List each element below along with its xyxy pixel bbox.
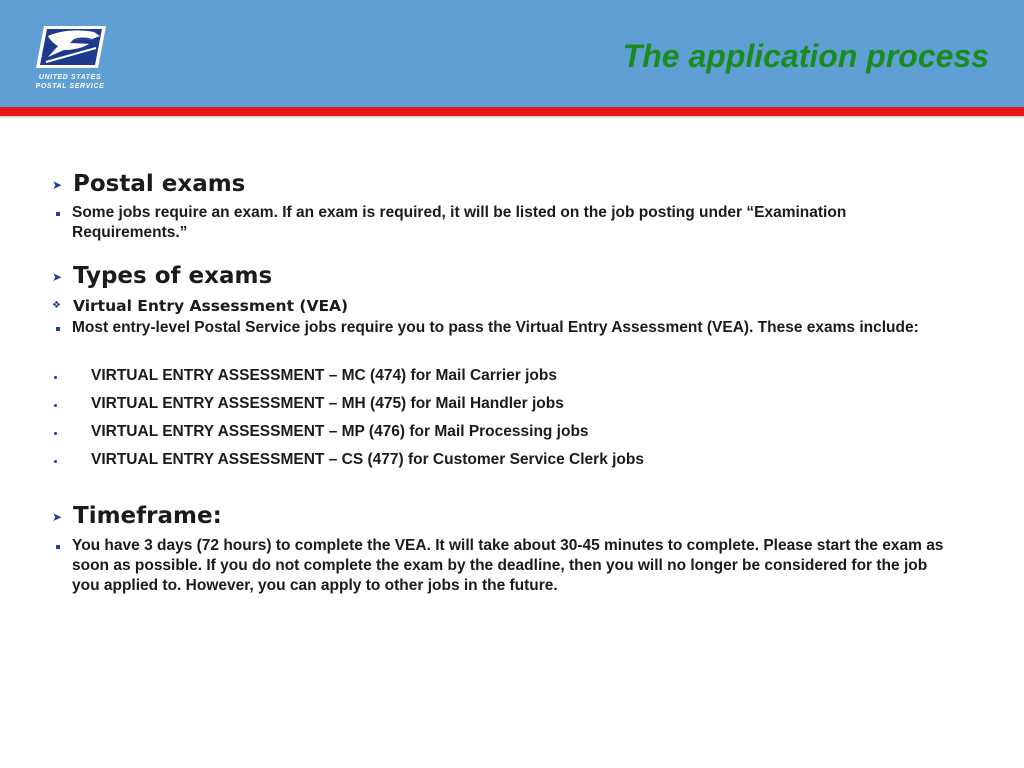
page-title: The application process bbox=[622, 38, 989, 74]
header-shadow bbox=[0, 116, 1024, 119]
header-divider bbox=[0, 107, 1024, 116]
square-bullet-icon bbox=[56, 545, 60, 549]
logo-line2: POSTAL SERVICE bbox=[35, 83, 105, 90]
arrowhead-bullet-icon: ➤ bbox=[52, 510, 63, 524]
dot-bullet-icon bbox=[54, 432, 57, 435]
list-item-text: VIRTUAL ENTRY ASSESSMENT – MC (474) for Mail Carrier jobs bbox=[91, 367, 557, 384]
list-item-text: VIRTUAL ENTRY ASSESSMENT – MP (476) for Mail Processing jobs bbox=[91, 423, 589, 440]
vea-intro-text: Most entry-level Postal Service jobs require you to pass the Virtual Entry Assessment (VEA). These exams include: bbox=[72, 319, 919, 336]
dot-bullet-icon bbox=[54, 460, 57, 463]
square-bullet-icon bbox=[56, 212, 60, 216]
section-heading: Postal exams bbox=[73, 171, 246, 197]
vea-subheading: Virtual Entry Assessment (VEA) bbox=[73, 297, 349, 315]
logo-line1: UNITED STATES bbox=[38, 74, 102, 81]
section-heading: Types of exams bbox=[73, 263, 273, 289]
postal-exams-text: Some jobs require an exam. If an exam is required, it will be listed on the job posting under “Examination Requirements.” bbox=[72, 204, 847, 241]
diamond-bullet-icon: ❖ bbox=[52, 300, 61, 311]
timeframe-text: You have 3 days (72 hours) to complete the VEA. It will take about 30-45 minutes to complete. Please start the exam as soon as possible. If you do not complete the exam by the deadline, then you will no longer be considered for the job you applied to. However, you can apply to other jobs in the future. bbox=[72, 537, 944, 594]
section-heading: Timeframe: bbox=[73, 503, 222, 529]
arrowhead-bullet-icon: ➤ bbox=[52, 270, 63, 284]
dot-bullet-icon bbox=[54, 376, 57, 379]
list-item-text: VIRTUAL ENTRY ASSESSMENT – MH (475) for Mail Handler jobs bbox=[91, 395, 564, 412]
arrowhead-bullet-icon: ➤ bbox=[52, 178, 63, 192]
square-bullet-icon bbox=[56, 327, 60, 331]
header-banner bbox=[0, 0, 1024, 107]
list-item-text: VIRTUAL ENTRY ASSESSMENT – CS (477) for Customer Service Clerk jobs bbox=[91, 451, 644, 468]
eagle-logo-icon bbox=[36, 24, 106, 70]
dot-bullet-icon bbox=[54, 404, 57, 407]
usps-logo bbox=[30, 24, 110, 92]
